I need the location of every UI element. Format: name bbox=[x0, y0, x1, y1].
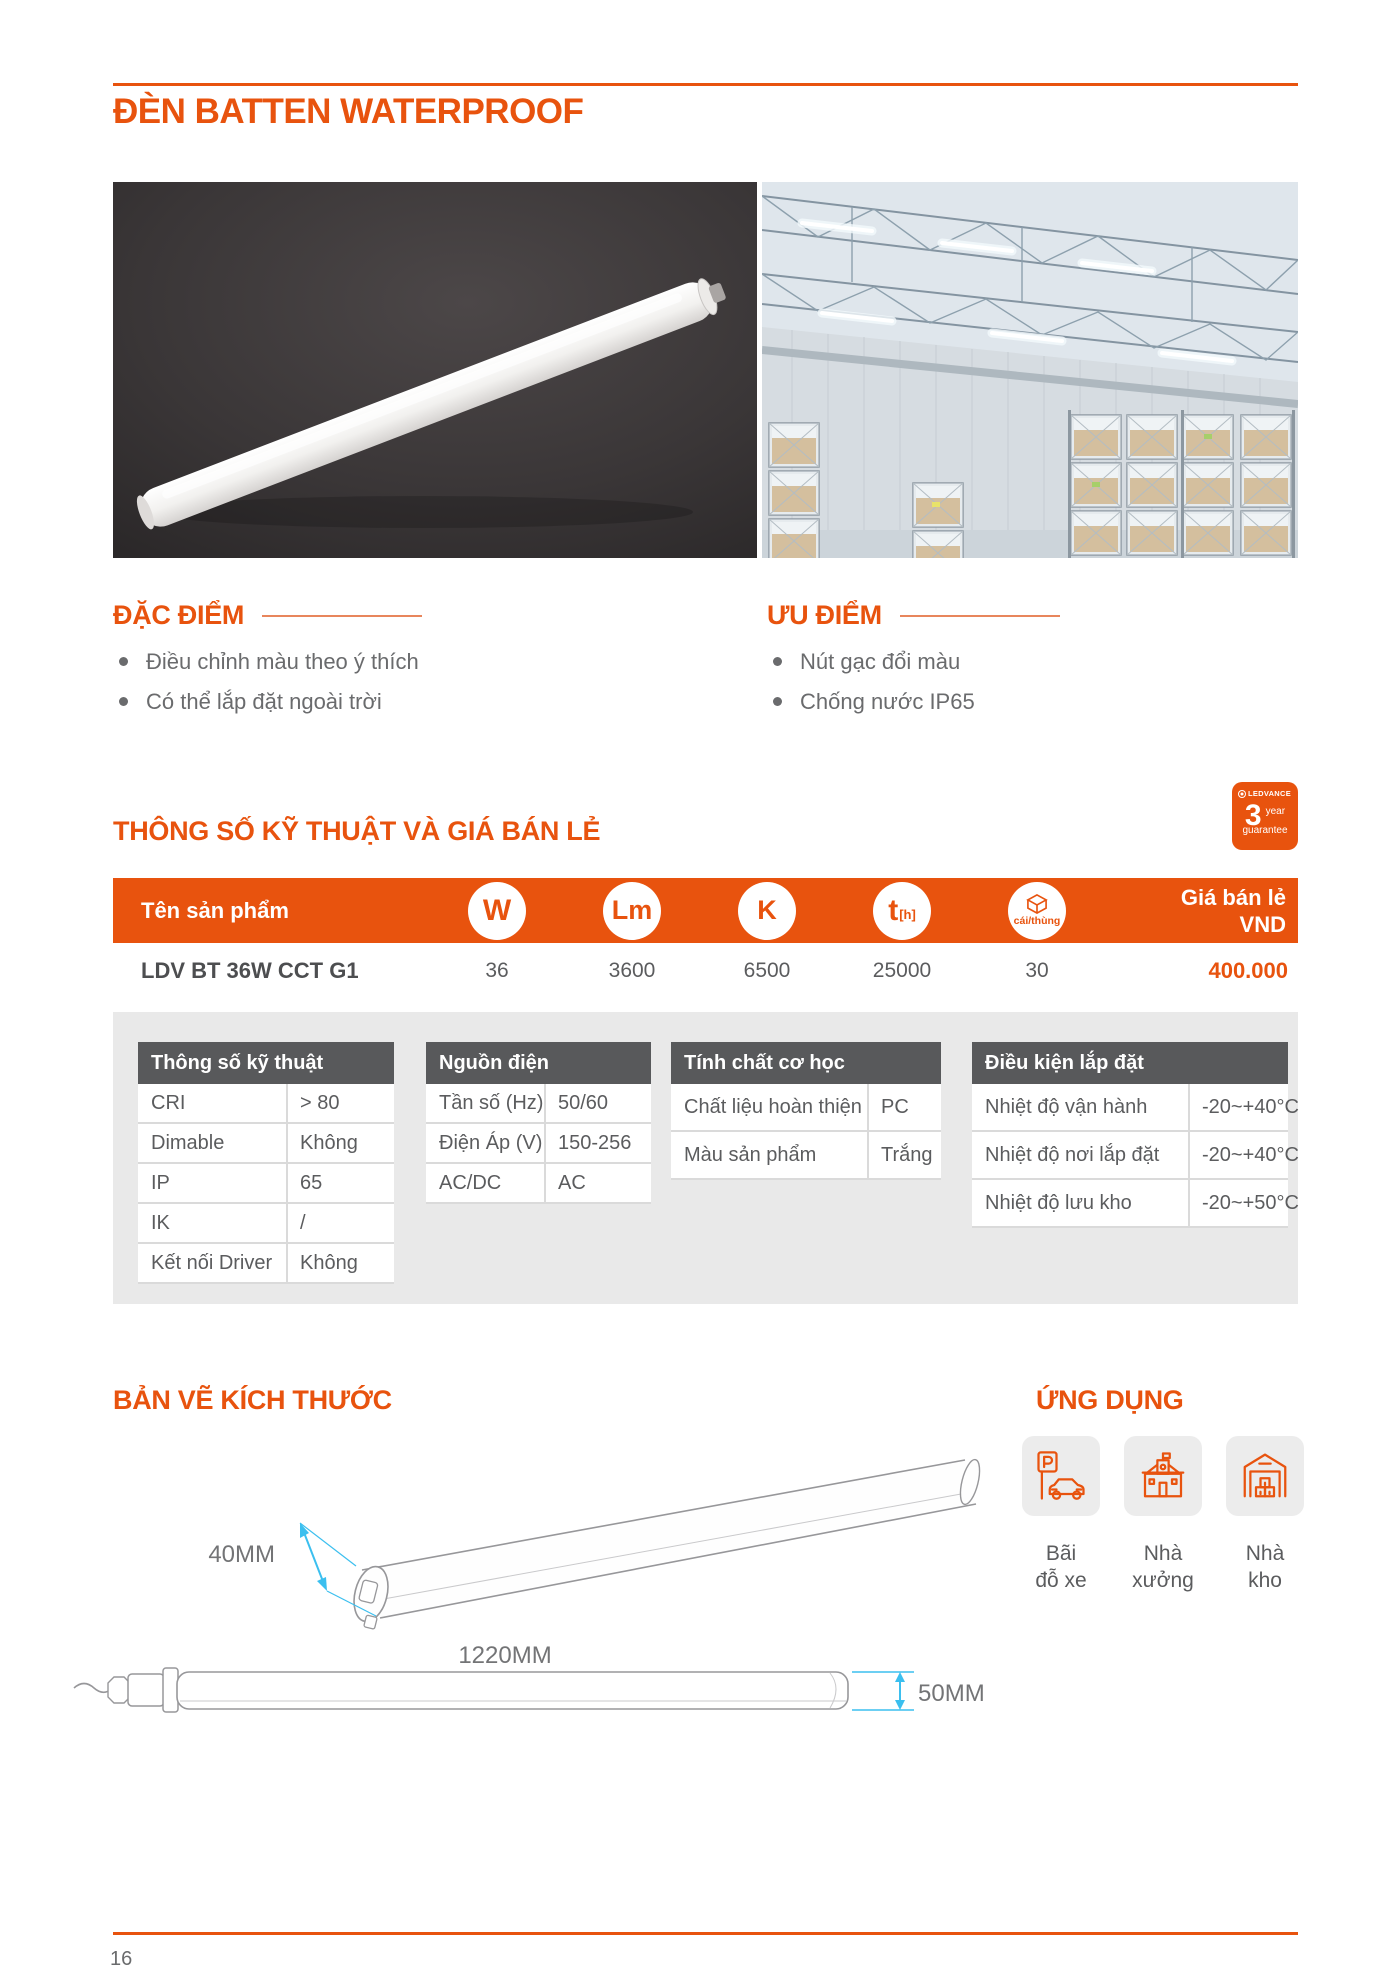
advantages-section bbox=[767, 600, 1367, 728]
lumen-column-header bbox=[603, 882, 661, 940]
application-label-factory bbox=[1108, 1540, 1218, 1594]
spec-label: Nhiệt độ lưu kho bbox=[985, 1191, 1132, 1214]
spec-value: PC bbox=[867, 1084, 941, 1130]
table-row bbox=[671, 1132, 941, 1180]
lumen-label: Lm bbox=[611, 895, 653, 925]
table-title: Nguồn điện bbox=[426, 1042, 651, 1084]
spec-value: AC bbox=[544, 1164, 651, 1202]
guarantee-year-word: year bbox=[1265, 806, 1286, 817]
feature-text: Có thể lắp đặt ngoài trời bbox=[146, 689, 382, 714]
batten-tube-image bbox=[113, 182, 757, 558]
bullet-icon bbox=[773, 657, 782, 666]
parking-icon bbox=[1034, 1449, 1088, 1503]
feature-item bbox=[113, 648, 713, 675]
kelvin-label: K bbox=[757, 895, 777, 925]
specs-heading: THÔNG SỐ KỸ THUẬT VÀ GIÁ BÁN LẺ bbox=[113, 816, 601, 846]
label-line2: đỗ xe bbox=[1035, 1569, 1087, 1592]
label-line2: xưởng bbox=[1132, 1569, 1194, 1592]
guarantee-years: 3 bbox=[1244, 799, 1262, 832]
spec-value: > 80 bbox=[286, 1084, 394, 1122]
dimensions-heading: BẢN VẼ KÍCH THƯỚC bbox=[113, 1385, 392, 1415]
price-header-line1: Giá bán lẻ bbox=[1180, 884, 1286, 910]
table-row bbox=[138, 1084, 394, 1124]
factory-icon bbox=[1136, 1449, 1190, 1503]
label-line2: kho bbox=[1248, 1569, 1282, 1592]
table-row bbox=[138, 1164, 394, 1204]
features-section bbox=[113, 600, 713, 728]
kelvin-column-header bbox=[738, 882, 796, 940]
spec-value: -20~+40°C bbox=[1188, 1132, 1299, 1178]
spec-value: -20~+40°C bbox=[1188, 1084, 1299, 1130]
spec-table-technical bbox=[138, 1042, 394, 1284]
bullet-icon bbox=[119, 697, 128, 706]
spec-label: Nhiệt độ vận hành bbox=[985, 1095, 1148, 1118]
price-header-line2: VND bbox=[1239, 911, 1286, 937]
ledvance-dot-icon bbox=[1239, 791, 1245, 797]
table-row bbox=[138, 1124, 394, 1164]
table-row bbox=[671, 1084, 941, 1132]
spec-label: Dimable bbox=[151, 1131, 225, 1154]
advantages-rule bbox=[900, 615, 1060, 617]
advantage-text: Chống nước IP65 bbox=[800, 689, 975, 714]
product-kelvin: 6500 bbox=[743, 959, 791, 982]
application-parking bbox=[1022, 1436, 1100, 1516]
spec-label: AC/DC bbox=[439, 1171, 502, 1194]
bullet-icon bbox=[773, 697, 782, 706]
advantage-item bbox=[767, 648, 1367, 675]
spec-value: 65 bbox=[286, 1164, 394, 1202]
table-row bbox=[426, 1124, 651, 1164]
page-number: 16 bbox=[110, 1948, 133, 1970]
box-icon bbox=[1026, 894, 1048, 914]
product-lumen: 3600 bbox=[608, 959, 656, 982]
spec-label: Màu sản phẩm bbox=[684, 1143, 817, 1166]
length-dimension-label: 1220MM bbox=[458, 1642, 552, 1669]
table-row bbox=[972, 1084, 1299, 1132]
product-lifetime: 25000 bbox=[872, 959, 932, 982]
table-row bbox=[972, 1180, 1299, 1228]
bullet-icon bbox=[119, 657, 128, 666]
spec-table-mechanical bbox=[671, 1042, 941, 1180]
advantage-text: Nút gạc đổi màu bbox=[800, 649, 961, 674]
spec-label: IP bbox=[151, 1171, 170, 1194]
spec-label: Tần số (Hz) bbox=[439, 1091, 544, 1114]
table-title: Điều kiện lắp đặt bbox=[972, 1042, 1288, 1084]
warehouse-image bbox=[762, 182, 1298, 558]
features-title: ĐẶC ĐIỂM bbox=[113, 600, 245, 630]
watt-label: W bbox=[482, 893, 512, 927]
time-label: t bbox=[888, 893, 899, 927]
warehouse-icon bbox=[1238, 1449, 1292, 1503]
warehouse-photo bbox=[762, 182, 1298, 558]
applications-heading: ỨNG DỤNG bbox=[1036, 1385, 1184, 1415]
height-dimension-label: 40MM bbox=[208, 1541, 275, 1568]
label-line1: Bãi bbox=[1045, 1542, 1077, 1565]
spec-table-installation bbox=[972, 1042, 1299, 1228]
spec-label: Nhiệt độ nơi lắp đặt bbox=[985, 1143, 1160, 1166]
spec-value: / bbox=[286, 1204, 394, 1242]
brand-text: LEDVANCE bbox=[1247, 789, 1292, 798]
spec-value: 50/60 bbox=[544, 1084, 651, 1122]
spec-label: Kết nối Driver bbox=[151, 1251, 273, 1274]
guarantee-word: guarantee bbox=[1242, 825, 1288, 836]
table-row bbox=[426, 1084, 651, 1124]
time-unit-label: [h] bbox=[899, 907, 916, 922]
product-watt: 36 bbox=[485, 959, 509, 982]
spec-table-power bbox=[426, 1042, 651, 1204]
advantages-title: ƯU ĐIỂM bbox=[767, 600, 882, 630]
product-photo bbox=[113, 182, 757, 558]
diameter-dimension-label: 50MM bbox=[918, 1680, 985, 1707]
application-label-warehouse bbox=[1210, 1540, 1320, 1594]
spec-value: Trắng bbox=[867, 1132, 941, 1178]
spec-label: IK bbox=[151, 1211, 170, 1234]
table-row bbox=[426, 1164, 651, 1204]
label-line1: Nhà bbox=[1143, 1542, 1183, 1565]
dimension-drawing-svg bbox=[60, 1420, 1010, 1780]
table-title: Thông số kỹ thuật bbox=[138, 1042, 394, 1084]
application-factory bbox=[1124, 1436, 1202, 1516]
features-rule bbox=[262, 615, 422, 617]
footer-rule bbox=[113, 1932, 1298, 1935]
table-row bbox=[138, 1204, 394, 1244]
price-col-header bbox=[1181, 878, 1286, 943]
product-per-box: 30 bbox=[1025, 959, 1049, 982]
feature-item bbox=[113, 688, 713, 715]
ledvance-logo bbox=[1239, 789, 1291, 798]
dimension-drawing bbox=[60, 1420, 1010, 1785]
product-price: 400.000 bbox=[1208, 958, 1288, 983]
application-label-parking bbox=[1006, 1540, 1116, 1594]
per-box-label: cái/thùng bbox=[1013, 915, 1061, 927]
advantage-item bbox=[767, 688, 1367, 715]
per-box-column-header bbox=[1008, 882, 1066, 940]
spec-label: CRI bbox=[151, 1091, 186, 1114]
page-title: ĐÈN BATTEN WATERPROOF bbox=[113, 92, 584, 131]
watt-column-header bbox=[468, 882, 526, 940]
table-title: Tính chất cơ học bbox=[671, 1042, 941, 1084]
feature-text: Điều chỉnh màu theo ý thích bbox=[146, 649, 419, 674]
spec-value: 150-256 bbox=[544, 1124, 651, 1162]
spec-value: Không bbox=[286, 1244, 394, 1282]
price-table-header bbox=[113, 878, 1298, 943]
lifetime-column-header bbox=[873, 882, 931, 940]
label-line1: Nhà bbox=[1245, 1542, 1285, 1565]
spec-label: Chất liệu hoàn thiện bbox=[684, 1095, 862, 1118]
product-col-header: Tên sản phẩm bbox=[141, 897, 289, 923]
guarantee-badge bbox=[1232, 782, 1298, 850]
application-warehouse bbox=[1226, 1436, 1304, 1516]
spec-value: Không bbox=[286, 1124, 394, 1162]
table-row bbox=[138, 1244, 394, 1284]
header-rule bbox=[113, 83, 1298, 86]
product-name: LDV BT 36W CCT G1 bbox=[141, 958, 359, 983]
spec-value: -20~+50°C bbox=[1188, 1180, 1299, 1226]
spec-label: Điện Áp (V) bbox=[439, 1131, 543, 1154]
table-row bbox=[972, 1132, 1299, 1180]
